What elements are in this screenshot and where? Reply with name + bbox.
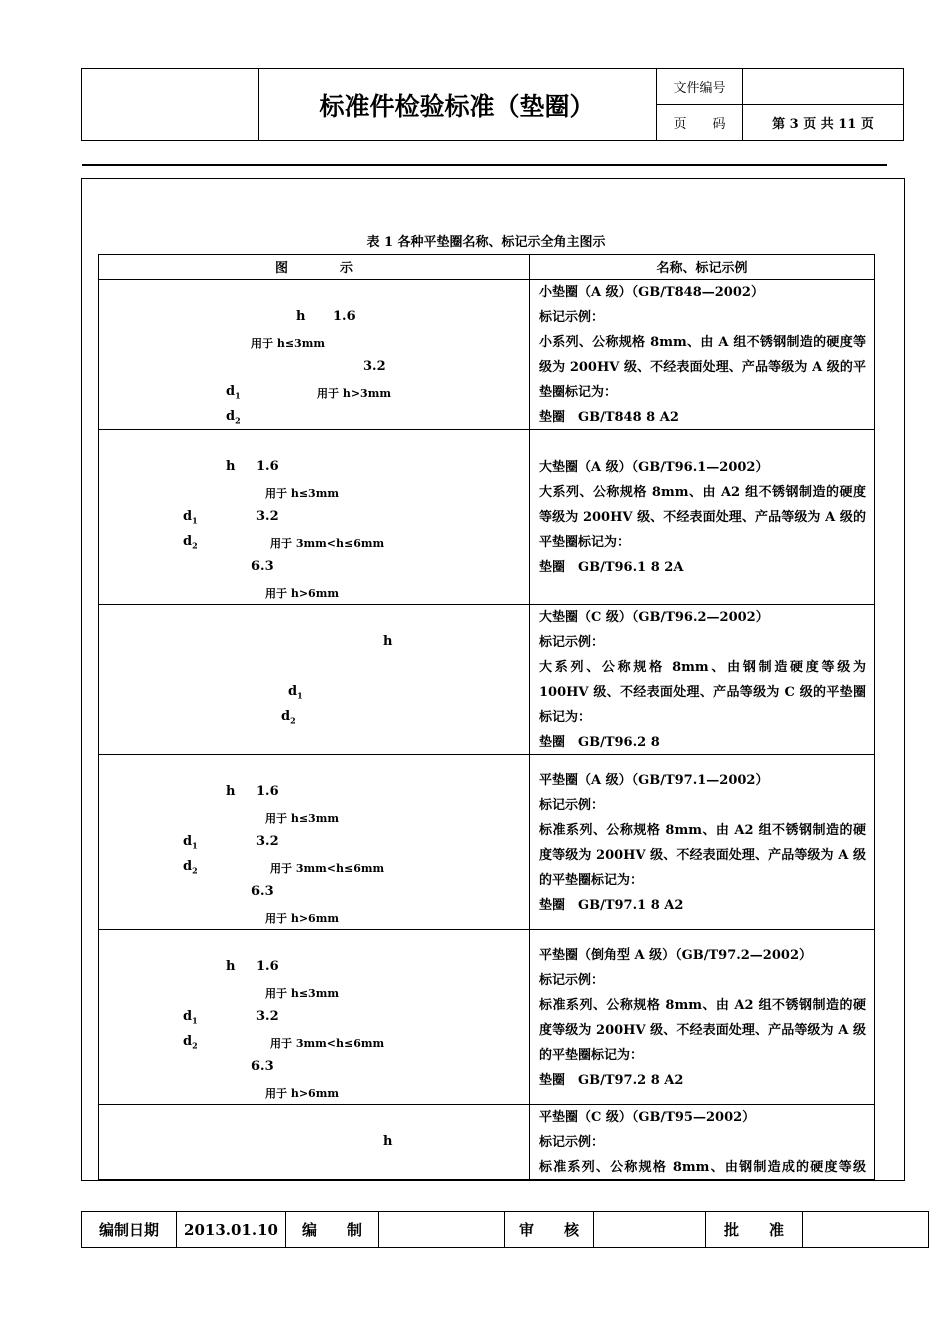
column-header-name: 名称、标记示例 bbox=[656, 261, 748, 276]
washer-name: 平垫圈（C 级）（GB/T95—2002） bbox=[539, 1110, 756, 1125]
row-description bbox=[539, 1105, 866, 1179]
figure-label-roughness: 3.2 bbox=[256, 1009, 279, 1024]
reviewer-value bbox=[594, 1212, 705, 1247]
marking-description: 标准系列、公称规格 8mm、由钢制造成的硬度等级 bbox=[539, 1160, 866, 1175]
marking-code: 垫圈 GB/T96.1 8 2A bbox=[539, 560, 684, 575]
figure-label-roughness: 1.6 bbox=[256, 459, 279, 474]
figure-note: 用于 h≤3mm bbox=[265, 487, 339, 500]
washer-name: 大垫圈（C 级）（GB/T96.2—2002） bbox=[539, 610, 769, 625]
figure-label-h: h bbox=[226, 784, 236, 799]
compiler-label: 编 制 bbox=[301, 1221, 362, 1239]
figure-label-d1: $d_1$ bbox=[183, 834, 198, 851]
figure-note: 用于 3mm<h≤6mm bbox=[270, 862, 385, 875]
table-border-left bbox=[98, 254, 99, 1180]
figure-note: 用于 3mm<h≤6mm bbox=[270, 1037, 385, 1050]
figure-label-h: h bbox=[296, 309, 306, 324]
marking-code: 垫圈 GB/T97.1 8 A2 bbox=[539, 898, 684, 913]
page-label: 页 码 bbox=[673, 117, 726, 132]
reviewer-label: 审 核 bbox=[518, 1221, 579, 1239]
figure-label-h: h bbox=[383, 634, 393, 649]
approver-value bbox=[803, 1212, 928, 1247]
figure-label-roughness: 6.3 bbox=[251, 884, 274, 899]
washer-name: 平垫圈（A 级）（GB/T97.1—2002） bbox=[539, 773, 769, 788]
table-rule bbox=[98, 1179, 875, 1180]
row-description bbox=[539, 280, 866, 430]
document-header bbox=[81, 68, 904, 141]
figure-label-d2: $d_2$ bbox=[281, 709, 296, 726]
figure-label-roughness: 3.2 bbox=[363, 359, 386, 374]
table-rule bbox=[98, 929, 875, 930]
marking-description: 大系列、公称规格 8mm、由 A2 组不锈钢制造的硬度等级为 200HV 级、不经表面处理、产品等级为 A 级的平垫圈标记为： bbox=[539, 485, 866, 550]
washer-name: 小垫圈（A 级）（GB/T848—2002） bbox=[539, 285, 764, 300]
marking-description: 小系列、公称规格 8mm、由 A 组不锈钢制造的硬度等级为 200HV 级、不经表面处理、产品等级为 A 级的平垫圈标记为： bbox=[539, 335, 866, 400]
marking-code: 垫圈 GB/T96.2 8 bbox=[539, 735, 660, 750]
table-column-divider bbox=[529, 254, 530, 1180]
figure-label-roughness: 6.3 bbox=[251, 1059, 274, 1074]
figure-label-roughness: 3.2 bbox=[256, 509, 279, 524]
figure-note: 用于 h>6mm bbox=[265, 587, 339, 600]
row-description bbox=[539, 943, 866, 1093]
figure-label-d1: $d_1$ bbox=[288, 684, 303, 701]
figure-label-d2: $d_2$ bbox=[226, 409, 241, 426]
figure-note: 用于 3mm<h≤6mm bbox=[270, 537, 385, 550]
figure-note: 用于 h≤3mm bbox=[251, 337, 325, 350]
figure-note: 用于 h>6mm bbox=[265, 912, 339, 925]
marking-example-label: 标记示例： bbox=[539, 310, 605, 325]
marking-example-label: 标记示例： bbox=[539, 798, 605, 813]
compiler-value bbox=[379, 1212, 504, 1247]
figure-label-roughness: 6.3 bbox=[251, 559, 274, 574]
figure-label-d1: $d_1$ bbox=[226, 384, 241, 401]
figure-note: 用于 h>3mm bbox=[317, 387, 391, 400]
figure-label-h: h bbox=[383, 1134, 393, 1149]
figure-note: 用于 h>6mm bbox=[265, 1087, 339, 1100]
table-border-right bbox=[874, 254, 875, 1180]
document-title: 标准件检验标准（垫圈） bbox=[319, 91, 595, 121]
doc-number-value bbox=[743, 69, 903, 104]
marking-code: 垫圈 GB/T97.2 8 A2 bbox=[539, 1073, 684, 1088]
marking-description: 标准系列、公称规格 8mm、由 A2 组不锈钢制造的硬度等级为 200HV 级、不经表面处理、产品等级为 A 级的平垫圈标记为： bbox=[539, 998, 866, 1063]
doc-number-label: 文件编号 bbox=[673, 81, 726, 96]
figure-label-h: h bbox=[226, 459, 236, 474]
figure-note: 用于 h≤3mm bbox=[265, 812, 339, 825]
row-description bbox=[539, 768, 866, 918]
date-value: 2013.01.10 bbox=[184, 1220, 278, 1239]
figure-label-roughness: 3.2 bbox=[256, 834, 279, 849]
marking-code: 垫圈 GB/T848 8 A2 bbox=[539, 410, 679, 425]
marking-description: 标准系列、公称规格 8mm、由 A2 组不锈钢制造的硬度等级为 200HV 级、不经表面处理、产品等级为 A 级的平垫圈标记为： bbox=[539, 823, 866, 888]
marking-example-label: 标记示例： bbox=[539, 635, 605, 650]
figure-label-roughness: 1.6 bbox=[333, 309, 356, 324]
figure-label-d1: $d_1$ bbox=[183, 509, 198, 526]
row-description bbox=[539, 605, 866, 755]
page-number: 第 3 页 共 11 页 bbox=[772, 117, 874, 132]
figure-note: 用于 h≤3mm bbox=[265, 987, 339, 1000]
figure-label-d1: $d_1$ bbox=[183, 1009, 198, 1026]
approval-footer bbox=[81, 1211, 929, 1248]
column-header-figure: 图 示 bbox=[274, 261, 353, 276]
figure-label-d2: $d_2$ bbox=[183, 1034, 198, 1051]
header-rule bbox=[82, 164, 887, 166]
marking-example-label: 标记示例： bbox=[539, 973, 605, 988]
figure-label-d2: $d_2$ bbox=[183, 534, 198, 551]
washer-name: 大垫圈（A 级）（GB/T96.1—2002） bbox=[539, 460, 769, 475]
washer-name: 平垫圈（倒角型 A 级）（GB/T97.2—2002） bbox=[539, 948, 812, 963]
figure-label-roughness: 1.6 bbox=[256, 784, 279, 799]
marking-example-label: 标记示例： bbox=[539, 1135, 605, 1150]
date-label: 编制日期 bbox=[98, 1221, 159, 1239]
figure-label-d2: $d_2$ bbox=[183, 859, 198, 876]
table-caption: 表 1 各种平垫圈名称、标记示全角主图示 bbox=[366, 235, 606, 250]
figure-label-roughness: 1.6 bbox=[256, 959, 279, 974]
row-description bbox=[539, 455, 866, 580]
figure-label-h: h bbox=[226, 959, 236, 974]
approver-label: 批 准 bbox=[723, 1221, 784, 1239]
marking-description: 大系列、公称规格 8mm、由钢制造硬度等级为 100HV 级、不经表面处理、产品等级为 C 级的平垫圈标记为： bbox=[539, 660, 866, 725]
